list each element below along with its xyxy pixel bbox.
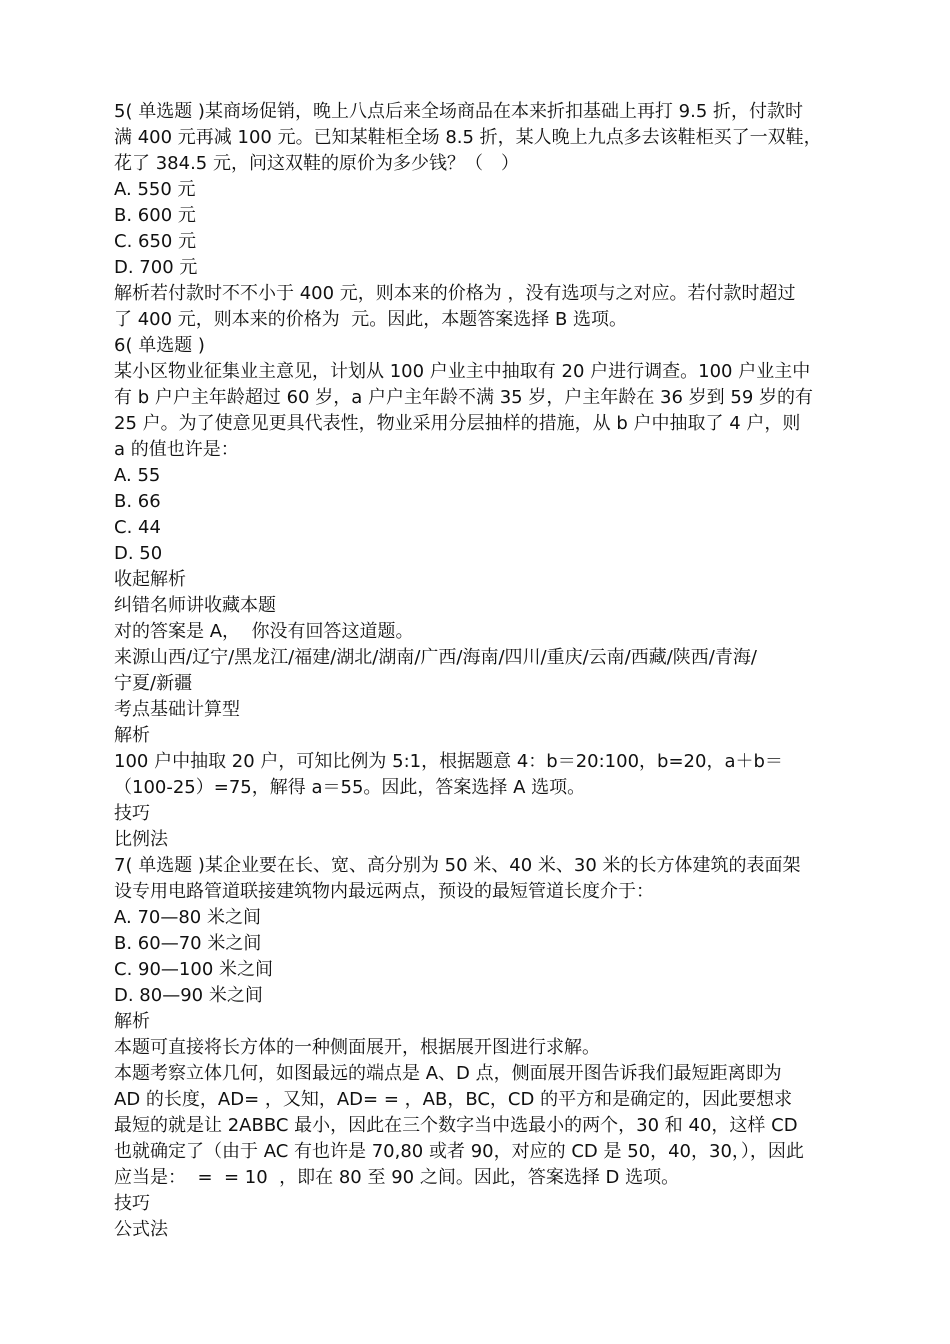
document-page xyxy=(114,99,840,1243)
text-line: 解析若付款时不不小于 400 元，则本来的价格为 ，没有选项与之对应。若付款时超过 xyxy=(114,283,796,304)
option-b: B. 60—70 米之间 xyxy=(114,933,262,954)
text-line: 应当是： = = 10 ，即在 80 至 90 之间。因此，答案选择 D 选项。 xyxy=(114,1167,680,1188)
section-heading: 技巧 xyxy=(114,803,150,824)
text-line: （100-25）=75，解得 a＝55。因此，答案选择 A 选项。 xyxy=(114,777,586,798)
section-heading: 解析 xyxy=(114,1011,150,1032)
text-line: 本题考察立体几何，如图最远的端点是 A、D 点，侧面展开图告诉我们最短距离即为 xyxy=(114,1063,782,1084)
section-heading: 技巧 xyxy=(114,1193,150,1214)
text-line: 收起解析 xyxy=(114,569,186,590)
text-line: 某小区物业征集业主意见，计划从 100 户业主中抽取有 20 户进行调查。100 户业主中 xyxy=(114,361,811,382)
option-c: C. 90—100 米之间 xyxy=(114,959,273,980)
text-line: 宁夏/新疆 xyxy=(114,673,193,694)
text-line: 设专用电路管道联接建筑物内最远两点，预设的最短管道长度介于： xyxy=(114,881,654,902)
text-line: 有 b 户户主年龄超过 60 岁，a 户户主年龄不满 35 岁，户主年龄在 36 岁到 59 岁的有 xyxy=(114,387,814,408)
text-line: 100 户中抽取 20 户，可知比例为 5:1，根据题意 4：b＝20:100，b=20，a＋b＝ xyxy=(114,751,783,772)
option-c: C. 650 元 xyxy=(114,231,197,252)
option-a: A. 70—80 米之间 xyxy=(114,907,261,928)
text-line: 25 户。为了使意见更具代表性，物业采用分层抽样的措施，从 b 户中抽取了 4 户，则 xyxy=(114,413,801,434)
text-line: 7( 单选题 )某企业要在长、宽、高分别为 50 米、40 米、30 米的长方体建筑的表面架 xyxy=(114,855,801,876)
text-line: 纠错名师讲收藏本题 xyxy=(114,595,276,616)
option-d: D. 50 xyxy=(114,543,163,564)
text-line: 也就确定了（由于 AC 有也许是 70,80 或者 90，对应的 CD 是 50，40，30，），因此 xyxy=(114,1141,804,1162)
text-line: 满 400 元再减 100 元。已知某鞋柜全场 8.5 折，某人晚上九点多去该鞋柜买了一双鞋， xyxy=(114,127,822,148)
option-b: B. 66 xyxy=(114,491,161,512)
text-line: 比例法 xyxy=(114,829,168,850)
text-line: AD 的长度，AD= ，又知，AD= = ，AB，BC，CD 的平方和是确定的，因此要想求 xyxy=(114,1089,793,1110)
text-line: 对的答案是 A， 你没有回答这道题。 xyxy=(114,621,414,642)
text-line: 公式法 xyxy=(114,1219,168,1240)
option-a: A. 55 xyxy=(114,465,161,486)
text-line: 本题可直接将长方体的一种侧面展开，根据展开图进行求解。 xyxy=(114,1037,600,1058)
question-heading: 6( 单选题 ) xyxy=(114,335,205,356)
option-c: C. 44 xyxy=(114,517,161,538)
text-line: a 的值也许是： xyxy=(114,439,239,460)
text-line: 考点基础计算型 xyxy=(114,699,240,720)
section-heading: 解析 xyxy=(114,725,150,746)
option-b: B. 600 元 xyxy=(114,205,196,226)
option-d: D. 80—90 米之间 xyxy=(114,985,263,1006)
text-line: 5( 单选题 )某商场促销，晚上八点后来全场商品在本来折扣基础上再打 9.5 折，付款时 xyxy=(114,101,804,122)
text-line: 最短的就是让 2ABBC 最小，因此在三个数字当中选最小的两个，30 和 40，这样 CD xyxy=(114,1115,798,1136)
option-a: A. 550 元 xyxy=(114,179,196,200)
text-line: 来源山西/辽宁/黑龙江/福建/湖北/湖南/广西/海南/四川/重庆/云南/西藏/陕西/青海/ xyxy=(114,647,757,668)
text-line: 花了 384.5 元，问这双鞋的原价为多少钱？（ ） xyxy=(114,153,519,174)
text-line: 了 400 元，则本来的价格为 元。因此，本题答案选择 B 选项。 xyxy=(114,309,628,330)
option-d: D. 700 元 xyxy=(114,257,198,278)
